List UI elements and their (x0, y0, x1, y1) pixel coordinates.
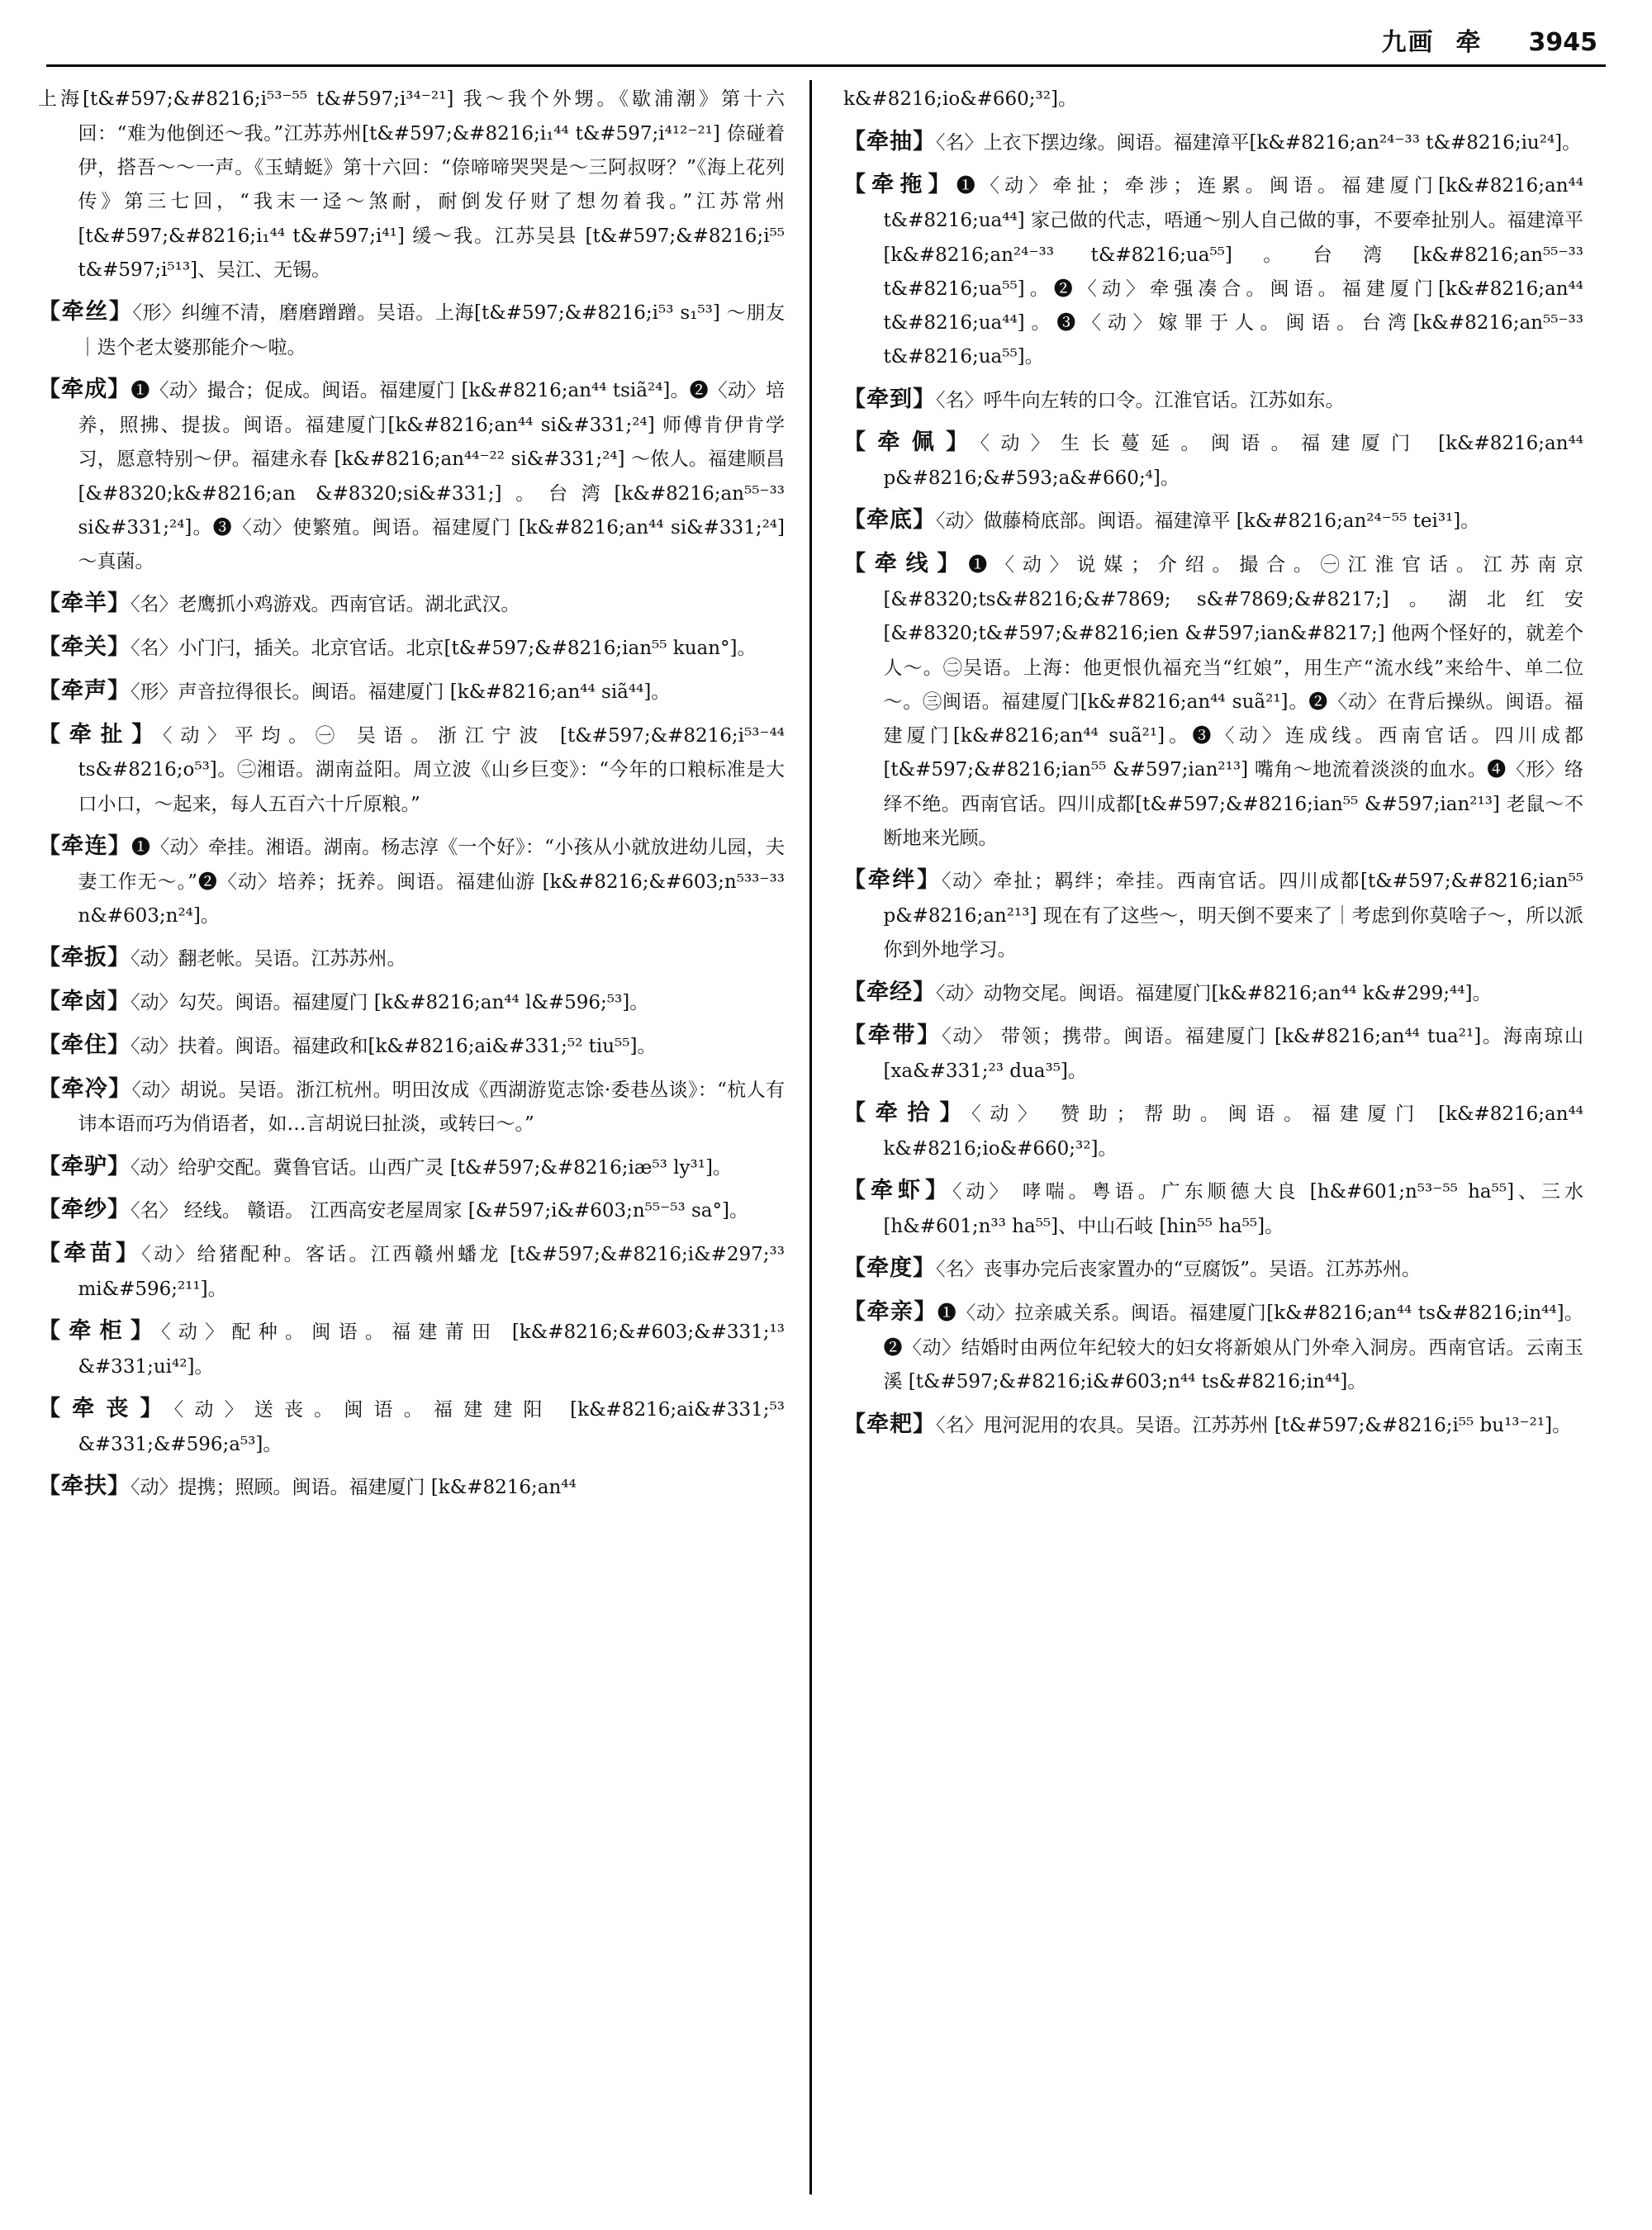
left-column (38, 80, 806, 2194)
entry-headword: 【牵苗】 (38, 1241, 142, 1267)
entry-body: 〈形〉纠缠不清，磨磨蹭蹭。吴语。上海[t&#597;&#8216;i⁵³ s₁⁵³] ～朋友｜迭个老太婆那能介～啦。 (78, 302, 785, 358)
dictionary-entry (38, 717, 785, 821)
dictionary-entry (843, 80, 1583, 116)
entry-body: 〈动〉送丧。闽语。福建建阳 [k&#8216;ai&#331;⁵³ &#331;&#596;a⁵³]。 (78, 1399, 786, 1455)
dictionary-entry (843, 167, 1583, 373)
entry-body: 〈动〉动物交尾。闽语。福建厦门[k&#8216;an⁴⁴ k&#299;⁴⁴]。 (936, 982, 1492, 1004)
dictionary-entry (38, 1192, 785, 1228)
entry-headword: 【牵度】 (843, 1255, 936, 1282)
dictionary-entry (843, 1294, 1583, 1398)
entry-headword: 【牵声】 (38, 677, 131, 704)
entry-headword: 【牵住】 (38, 1032, 131, 1058)
dictionary-entry (38, 1027, 785, 1064)
entry-body: 〈动〉 带领；携带。闽语。福建厦门 [k&#8216;an⁴⁴ tua²¹]。海南琼山 [xa&#331;²³ dua³⁵]。 (883, 1026, 1583, 1083)
entry-body: 〈动〉勾芡。闽语。福建厦门 [k&#8216;an⁴⁴ l&#596;⁵³]。 (131, 992, 649, 1014)
dictionary-entry (843, 124, 1583, 160)
entry-headword: 【牵柜】 (38, 1318, 162, 1345)
entry-body: 〈名〉呼牛向左转的口令。江淮官话。江苏如东。 (936, 389, 1345, 411)
entry-headword: 【牵扯】 (38, 721, 163, 747)
dictionary-entry (38, 984, 785, 1020)
entry-headword: 【牵羊】 (38, 591, 131, 617)
entry-headword: 【牵成】 (38, 377, 131, 403)
entry-body: 〈动〉给猪配种。客话。江西赣州蟠龙 [t&#597;&#8216;i&#297;³³ mi&#596;²¹¹]。 (78, 1244, 785, 1300)
dictionary-entry (843, 1250, 1583, 1287)
dictionary-entry (38, 294, 785, 364)
entry-body: 〈动〉 哮喘。粤语。广东顺德大良 [h&#601;n⁵³⁻⁵⁵ ha⁵⁵]、三水[h&#601;n³³ ha⁵⁵]、中山石岐 [hin⁵⁵ ha⁵⁵]。 (883, 1181, 1583, 1238)
entry-headword: 【牵冷】 (38, 1075, 132, 1102)
dictionary-entry (843, 862, 1583, 966)
dictionary-entry (38, 1313, 785, 1383)
dictionary-entry (38, 940, 785, 976)
dictionary-entry (843, 546, 1583, 855)
page-header (46, 21, 1606, 67)
entry-headword: 【牵丝】 (38, 299, 133, 325)
entry-headword: 【牵拖】 (843, 172, 957, 198)
entry-headword: 【牵拾】 (843, 1100, 972, 1127)
entry-headword: 【牵亲】 (843, 1299, 938, 1326)
dictionary-entry (843, 1018, 1583, 1088)
entry-body: ❶〈动〉撮合；促成。闽语。福建厦门 [k&#8216;an⁴⁴ tsiã²⁴]。❷〈动〉培养，照拂、提拔。闽语。福建厦门[k&#8216;an⁴⁴ si&#331;²⁴] 师傅肯伊肯学习，愿意特别～伊。福建永春 [k&#8216;an⁴⁴⁻²² si&#331;²⁴] ～侬人。福建顺昌 [&#8320;k&#8216;an &#8320;si&#331;]。台湾[k&#8216;an⁵⁵⁻³³ si&#331;²⁴]。❸〈动〉使繁殖。闽语。福建厦门 [k&#8216;an⁴⁴ si&#331;²⁴] ～真菌。 (78, 380, 785, 573)
entry-headword: 【牵抽】 (843, 128, 936, 154)
entry-body: 〈动〉翻老帐。吴语。江苏苏州。 (131, 948, 406, 970)
dictionary-entry (38, 1149, 785, 1185)
entry-headword: 【牵带】 (843, 1022, 942, 1049)
column-divider (809, 80, 812, 2194)
header-inner (1382, 21, 1598, 58)
entry-body: ❶〈动〉说媒；介绍。撮合。㊀江淮官话。江苏南京[&#8320;ts&#8216;&#7869; s&#7869;&#8217;]。湖北红安[&#8320;t&#597;&#8216;ien &#597;ian&#8217;] 他两个怪好的，就差个人～。㊁吴语。上海：他更恨仇福充当“红娘”，用生产“流水线”来给牛、单二位～。㊂闽语。福建厦门[k&#8216;an⁴⁴ suã²¹]。❷〈动〉在背后操纵。闽语。福建厦门[k&#8216;an⁴⁴ suã²¹]。❸〈动〉连成线。西南官话。四川成都[t&#597;&#8216;ian⁵⁵ &#597;ian²¹³] 嘴角～地流着淡淡的血水。❹〈形〉络绎不绝。西南官话。四川成都[t&#597;&#8216;ian⁵⁵ &#597;ian²¹³] 老鼠～不断地来光顾。 (883, 554, 1584, 849)
page-number: 3945 (1528, 28, 1597, 57)
entry-body: 〈动〉提携；照顾。闽语。福建厦门 [k&#8216;an⁴⁴ (131, 1477, 577, 1499)
entry-headword: 【牵丧】 (38, 1396, 174, 1422)
entry-body: 〈动〉配种。闽语。福建莆田 [k&#8216;&#603;&#331;¹³ &#331;ui⁴²]。 (78, 1321, 786, 1378)
dictionary-entry (38, 1468, 785, 1505)
entry-body: 〈名〉丧事办完后丧家置办的“豆腐饭”。吴语。江苏苏州。 (936, 1259, 1422, 1281)
dictionary-entry (843, 1173, 1583, 1243)
entry-headword: 【牵连】 (38, 833, 132, 859)
entry-headword: 【牵耙】 (843, 1411, 936, 1437)
entry-body: ❶〈动〉牵挂。湘语。湖南。杨志淳《一个好》：“小孩从小就放进幼儿园，夫妻工作无～。”❷〈动〉培养；抚养。闽语。福建仙游 [k&#8216;&#603;n⁵³³⁻³³ n&#603;n²⁴]。 (78, 837, 785, 928)
dictionary-entry (843, 425, 1583, 495)
dictionary-entry (843, 1095, 1583, 1165)
entry-headword: 【牵扳】 (38, 945, 131, 971)
entry-body: 〈形〉声音拉得很长。闽语。福建厦门 [k&#8216;an⁴⁴ siã⁴⁴]。 (131, 681, 671, 703)
entry-headword: 【牵佩】 (843, 429, 980, 456)
dictionary-entry (38, 372, 785, 578)
entry-body: 〈动〉胡说。吴语。浙江杭州。明田汝成《西湖游览志馀·委巷丛谈》：“杭人有讳本语而巧为俏语者，如…言胡说曰扯淡，或转曰～。” (78, 1079, 786, 1136)
header-radical: 九画 (1381, 28, 1435, 57)
page-columns (38, 80, 1614, 2194)
header-character: 牵 (1455, 28, 1483, 57)
entry-body: 〈动〉扶着。闽语。福建政和[k&#8216;ai&#331;⁵² tiu⁵⁵]。 (131, 1035, 657, 1057)
dictionary-entry (843, 382, 1583, 418)
dictionary-entry (38, 828, 785, 932)
entry-body: 〈名〉上衣下摆边缘。闽语。福建漳平[k&#8216;an²⁴⁻³³ t&#8216;iu²⁴]。 (936, 131, 1582, 154)
entry-body: 〈名〉 经线。 赣语。 江西高安老屋周家 [&#597;i&#603;n⁵⁵⁻⁵³ sa°]。 (131, 1200, 748, 1222)
entry-body: ❶〈动〉牵扯；牵涉；连累。闽语。福建厦门[k&#8216;an⁴⁴ t&#8216;ua⁴⁴] 家己做的代志，唔通～别人自己做的事，不要牵扯别人。福建漳平[k&#8216;an²⁴⁻³³ t&#8216;ua⁵⁵]。台湾[k&#8216;an⁵⁵⁻³³ t&#8216;ua⁵⁵]。❷〈动〉牵强凑合。闽语。福建厦门[k&#8216;an⁴⁴ t&#8216;ua⁴⁴]。❸〈动〉嫁罪于人。闽语。台湾[k&#8216;an⁵⁵⁻³³ t&#8216;ua⁵⁵]。 (883, 175, 1584, 368)
right-column (815, 80, 1583, 2194)
dictionary-entry (38, 586, 785, 622)
entry-body: 〈动〉给驴交配。冀鲁官话。山西广灵 [t&#597;&#8216;iæ⁵³ ly³¹]。 (131, 1156, 732, 1179)
entry-headword: 【牵经】 (843, 979, 936, 1005)
entry-body: 〈名〉小门闩，插关。北京官话。北京[t&#597;&#8216;ian⁵⁵ kuan°]。 (131, 638, 757, 660)
entry-body: 上海[t&#597;&#8216;i⁵³⁻⁵⁵ t&#597;i³⁴⁻²¹] 我～我个外甥。《歇浦潮》第十六回：“难为他倒还～我。”江苏苏州[t&#597;&#8216;i₁⁴⁴ t&#597;i⁴¹²⁻²¹] 倷碰着伊，搭吾～～一声。《玉蜻蜓》第十六回：“倷啼啼哭哭是～三阿叔呀？”《海上花列传》第三七回，“我末一迳～煞耐，耐倒发仔财了想勿着我。”江苏常州[t&#597;&#8216;i₁⁴⁴ t&#597;i⁴¹] 缓～我。江苏吴县 [t&#597;&#8216;i⁵⁵ t&#597;i⁵¹³]、吴江、无锡。 (38, 88, 785, 281)
entry-body: k&#8216;io&#660;³²]。 (843, 88, 1077, 110)
entry-body: ❶〈动〉拉亲戚关系。闽语。福建厦门[k&#8216;an⁴⁴ ts&#8216;in⁴⁴]。❷〈动〉结婚时由两位年纪较大的妇女将新娘从门外牵入洞房。西南官话。云南玉溪 [t&#597;&#8216;i&#603;n⁴⁴ ts&#8216;in⁴⁴]。 (883, 1302, 1583, 1393)
dictionary-entry (38, 1236, 785, 1306)
entry-body: 〈名〉甩河泥用的农具。吴语。江苏苏州 [t&#597;&#8216;i⁵⁵ bu¹³⁻²¹]。 (936, 1414, 1572, 1436)
dictionary-entry (38, 673, 785, 709)
entry-body: 〈动〉生长蔓延。闽语。福建厦门 [k&#8216;an⁴⁴ p&#8216;&#593;a&#660;⁴]。 (883, 433, 1584, 490)
dictionary-entry (38, 1071, 785, 1141)
entry-headword: 【牵虾】 (843, 1178, 952, 1204)
dictionary-entry (843, 502, 1583, 539)
entry-headword: 【牵绊】 (843, 867, 942, 894)
entry-headword: 【牵关】 (38, 634, 131, 661)
entry-body: 〈动〉 赞助；帮助。闽语。福建厦门 [k&#8216;an⁴⁴ k&#8216;io&#660;³²]。 (883, 1103, 1584, 1160)
entry-body: 〈动〉平均。㊀ 吴语。浙江宁波 [t&#597;&#8216;i⁵³⁻⁴⁴ ts&#8216;o⁵³]。㊁湘语。湖南益阳。周立波《山乡巨变》：“今年的口粮标准是大口小口，～起来，每人五百六十斤原粮。” (78, 724, 786, 815)
entry-headword: 【牵卤】 (38, 989, 131, 1015)
entry-headword: 【牵到】 (843, 386, 936, 412)
dictionary-entry (38, 629, 785, 666)
dictionary-entry (38, 1391, 785, 1461)
entry-body: 〈名〉老鹰抓小鸡游戏。西南官话。湖北武汉。 (131, 594, 520, 616)
dictionary-entry (843, 975, 1583, 1011)
entry-headword: 【牵线】 (843, 551, 969, 577)
dictionary-entry (843, 1407, 1583, 1443)
entry-headword: 【牵驴】 (38, 1153, 131, 1179)
entry-headword: 【牵扶】 (38, 1473, 131, 1500)
entry-body: 〈动〉牵扯；羁绊；牵挂。西南官话。四川成都[t&#597;&#8216;ian⁵⁵ p&#8216;an²¹³] 现在有了这些～，明天倒不要来了｜考虑到你莫啥子～，所以派你到外地学习。 (883, 871, 1583, 961)
entry-body: 〈动〉做藤椅底部。闽语。福建漳平 [k&#8216;an²⁴⁻⁵⁵ tei³¹]。 (936, 510, 1480, 533)
dictionary-entry (38, 80, 785, 287)
entry-headword: 【牵纱】 (38, 1197, 131, 1223)
entry-headword: 【牵底】 (843, 507, 936, 534)
